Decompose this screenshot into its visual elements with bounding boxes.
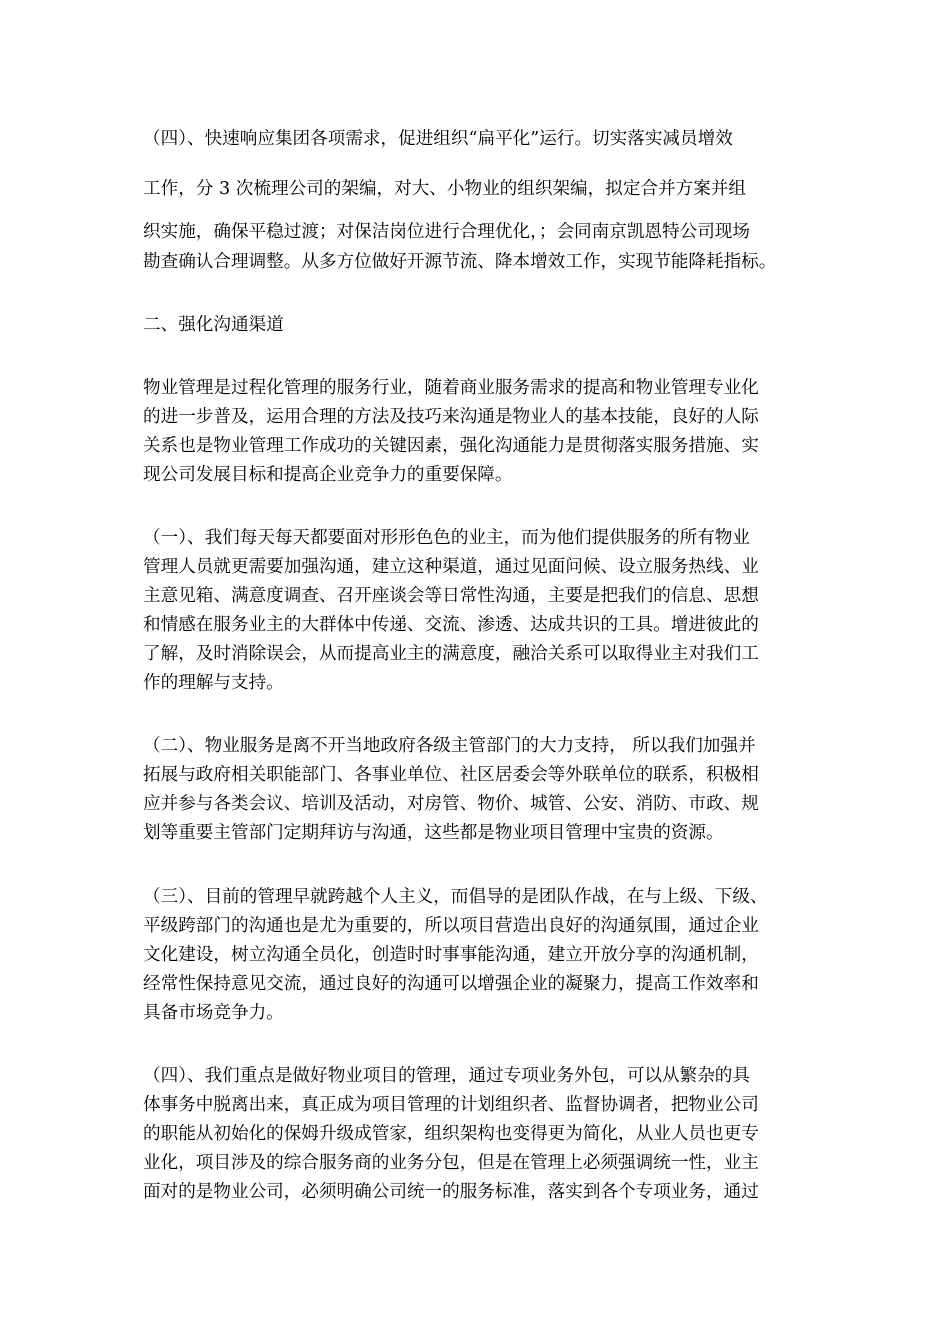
text-line: 勘查确认合理调整。从多方位做好开源节流、降本增效工作，实现节能降耗指标。 — [143, 252, 777, 272]
text-line: （二）、物业服务是离不开当地政府各级主管部门的大力支持， 所以我们加强并 — [143, 736, 756, 756]
text-line: 业化，项目涉及的综合服务商的业务分包，但是在管理上必须强调统一性，业主 — [143, 1153, 759, 1173]
text-line: 划等重要主管部门定期拜访与沟通，这些都是物业项目管理中宝贵的资源。 — [143, 823, 724, 843]
text-line: （三）、目前的管理早就跨越个人主义，而倡导的是团队作战，在与上级、下级、 — [143, 887, 768, 907]
text-line: 面对的是物业公司，必须明确公司统一的服务标准，落实到各个专项业务，通过 — [143, 1182, 759, 1202]
text-line: 作的理解与支持。 — [143, 673, 284, 693]
text-line: 应并参与各类会议、培训及活动，对房管、物价、城管、公安、消防、市政、规 — [143, 794, 759, 814]
text-line: （一）、我们每天每天都要面对形形色色的业主，而为他们提供服务的所有物业 — [143, 528, 750, 548]
text-line: 织实施，确保平稳过渡；对保洁岗位进行合理优化，；会同南京凯恩特公司现场 — [143, 222, 750, 242]
text-line: 的职能从初始化的保姆升级成管家，组织架构也变得更为简化，从业人员也更专 — [143, 1124, 759, 1144]
text-line: 拓展与政府相关职能部门、各事业单位、社区居委会等外联单位的联系，积极相 — [143, 765, 759, 785]
text-line: 物业管理是过程化管理的服务行业，随着商业服务需求的提高和物业管理专业化 — [143, 378, 759, 398]
section-heading: 二、强化沟通渠道 — [143, 315, 284, 335]
text-line: 的进一步普及，运用合理的方法及技巧来沟通是物业人的基本技能，良好的人际 — [143, 407, 759, 427]
text-line: 现公司发展目标和提高企业竞争力的重要保障。 — [143, 465, 513, 485]
text-line: 工作，分 3 次梳理公司的架编，对大、小物业的组织架编，拟定合并方案并组 — [143, 179, 746, 199]
text-line: 体事务中脱离出来，真正成为项目管理的计划组织者、监督协调者，把物业公司 — [143, 1095, 759, 1115]
text-line: 具备市场竞争力。 — [143, 1003, 284, 1023]
text-line: （四）、我们重点是做好物业项目的管理，通过专项业务外包，可以从繁杂的具 — [143, 1066, 750, 1086]
text-line: 经常性保持意见交流，通过良好的沟通可以增强企业的凝聚力，提高工作效率和 — [143, 974, 759, 994]
text-line: 文化建设，树立沟通全员化，创造时时事事能沟通，建立开放分享的沟通机制， — [143, 945, 759, 965]
text-line: 平级跨部门的沟通也是尤为重要的，所以项目营造出良好的沟通氛围，通过企业 — [143, 916, 759, 936]
text-line: 和情感在服务业主的大群体中传递、交流、渗透、达成共识的工具。增进彼此的 — [143, 615, 759, 635]
text-line: 主意见箱、满意度调查、召开座谈会等日常性沟通，主要是把我们的信息、思想 — [143, 586, 759, 606]
text-line: 关系也是物业管理工作成功的关键因素，强化沟通能力是贯彻落实服务措施、实 — [143, 436, 759, 456]
text-line: （四）、快速响应集团各项需求，促进组织“扁平化”运行。切实落实减员增效 — [143, 129, 733, 149]
text-line: 管理人员就更需要加强沟通，建立这种渠道，通过见面问候、设立服务热线、业 — [143, 557, 759, 577]
text-line: 了解，及时消除误会，从而提高业主的满意度，融洽关系可以取得业主对我们工 — [143, 644, 759, 664]
